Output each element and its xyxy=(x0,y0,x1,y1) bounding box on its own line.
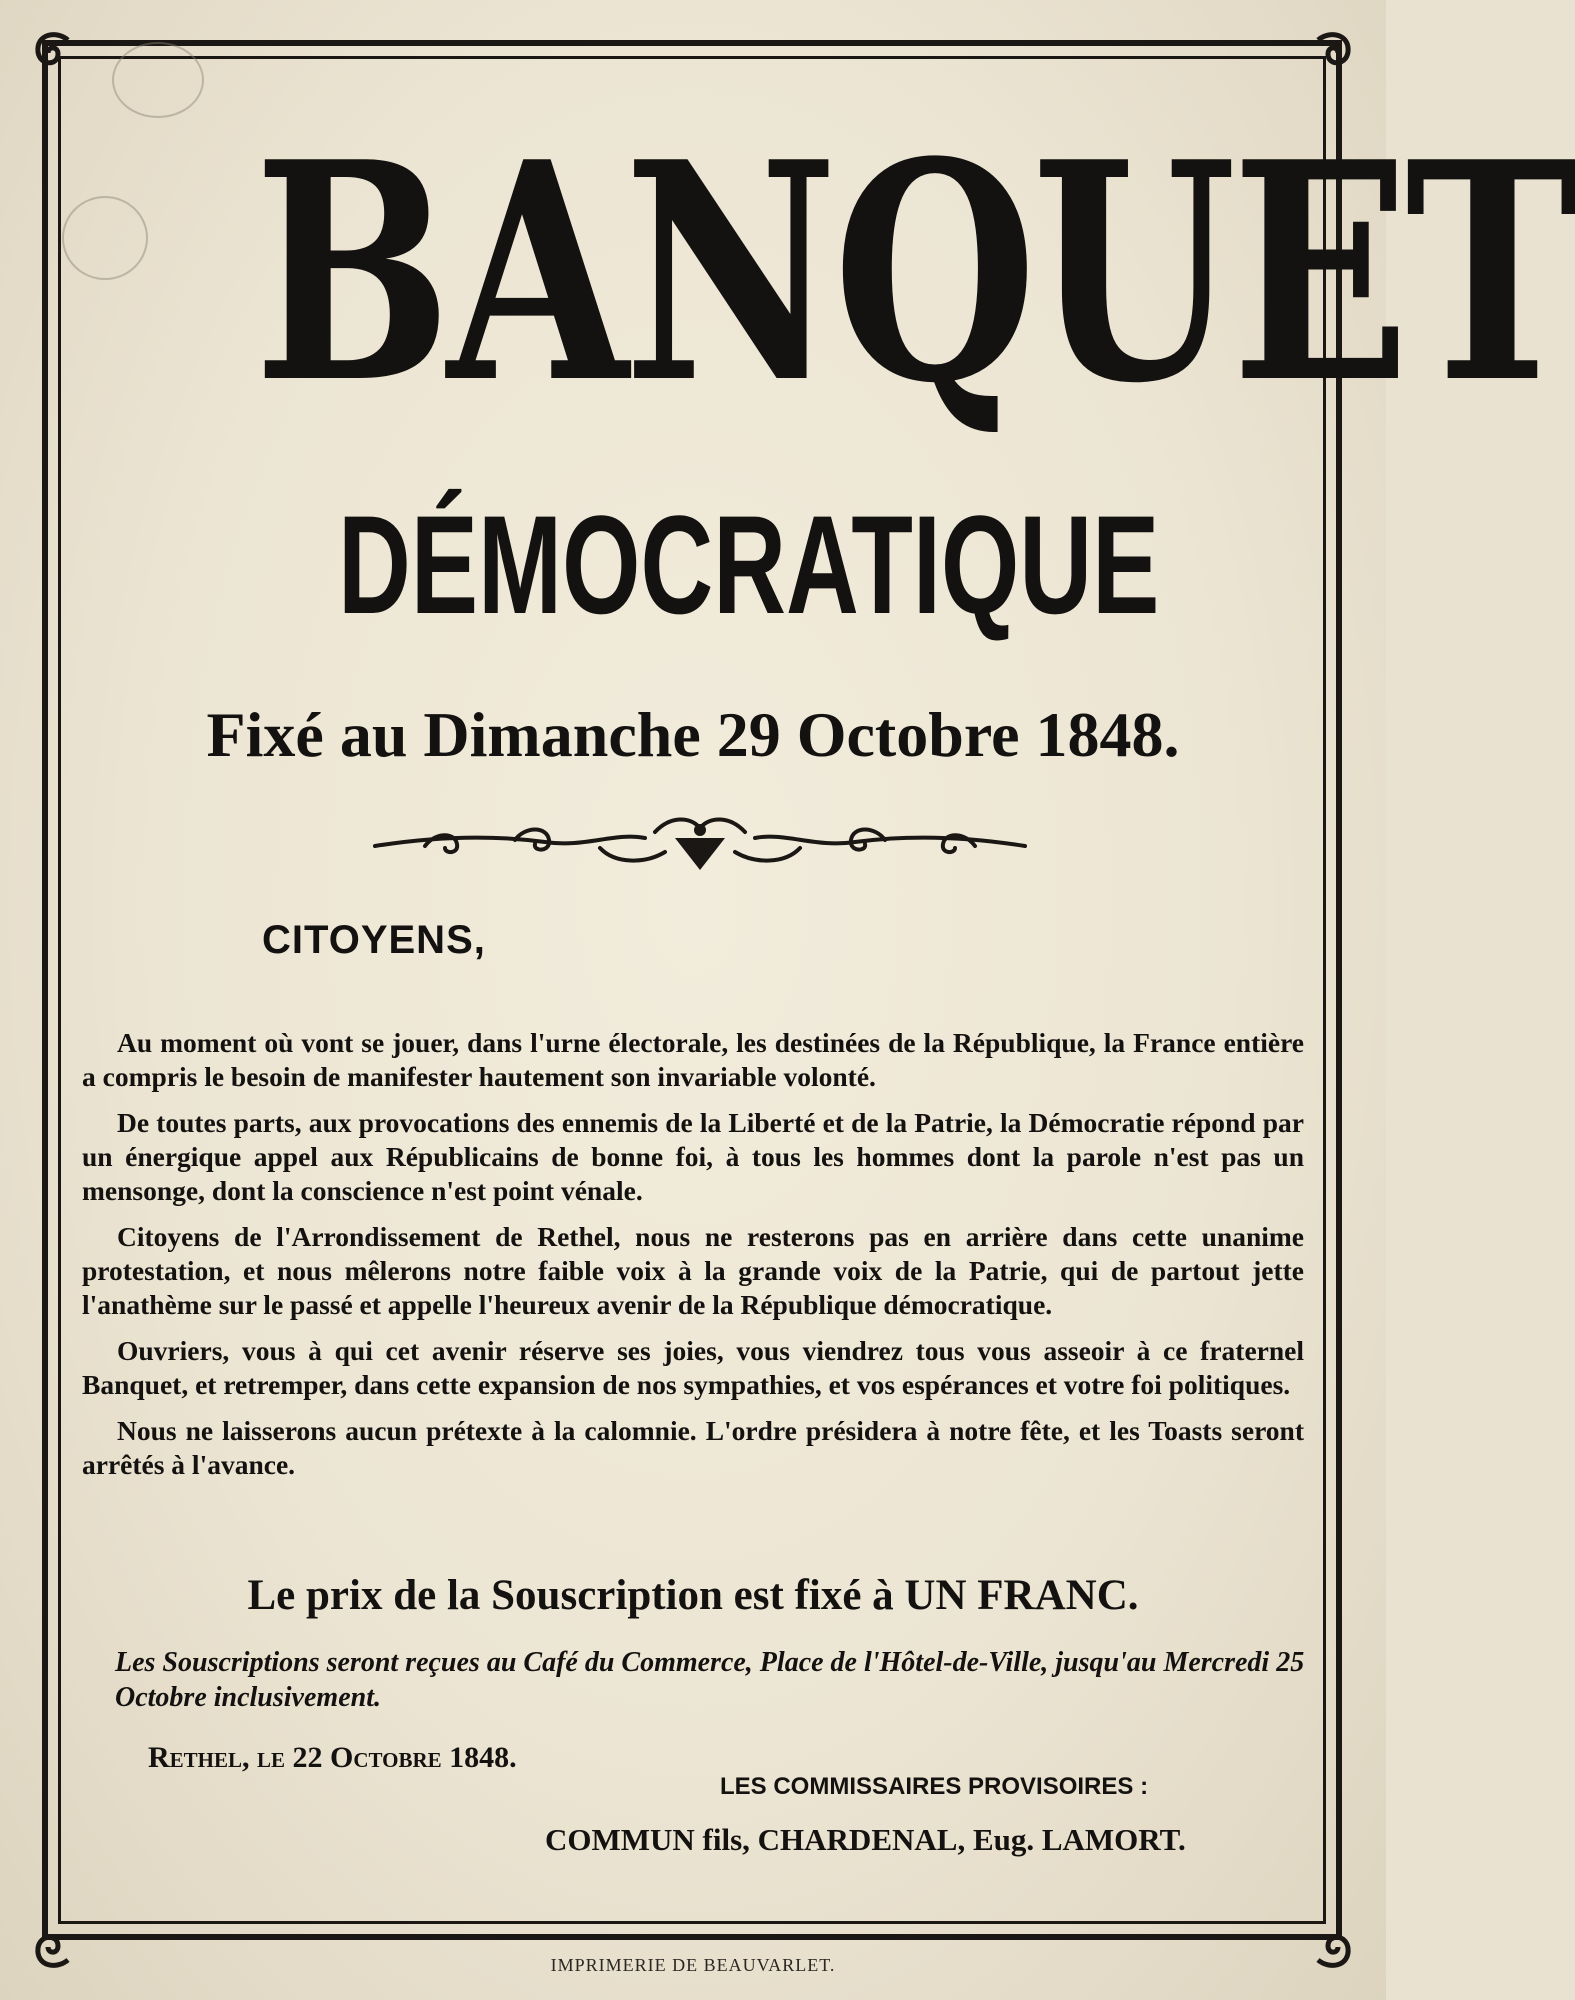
paragraph: De toutes parts, aux provocations des ennemis de la Liberté et de la Patrie, la Démocratie répond par un énergique appel aux Républicains de bonne foi, à tous les hommes dont la parole n'est pas un mensonge, dont la conscience n'est point vénale. xyxy=(82,1107,1304,1206)
paragraph: Ouvriers, vous à qui cet avenir réserve ses joies, vous viendrez tous vous asseoir à ce fraternel Banquet, et retremper, dans cette expansion de nos sympathies, et vos espérances et votre foi politiques. xyxy=(82,1335,1304,1400)
poster-subtitle: DÉMOCRATIQUE xyxy=(338,486,1160,643)
paragraph: Au moment où vont se jouer, dans l'urne électorale, les destinées de la République, la France entière a compris le besoin de manifester hautement son invariable volonté. xyxy=(82,1027,1304,1092)
event-date: Fixé au Dimanche 29 Octobre 1848. xyxy=(206,699,1180,770)
signers-names: COMMUN fils, CHARDENAL, Eug. LAMORT. xyxy=(545,1822,1186,1857)
salutation: CITOYENS, xyxy=(262,918,486,962)
ornament-divider-icon xyxy=(365,808,1035,878)
poster-title: BANQUET xyxy=(253,96,1575,449)
place-and-date: Rethel, le 22 Octobre 1848. xyxy=(148,1741,517,1774)
printer-credit: IMPRIMERIE DE BEAUVARLET. xyxy=(550,1955,836,1975)
subscription-note: Les Souscriptions seront reçues au Café du Commerce, Place de l'Hôtel-de-Ville, jusqu'au Mercredi 25 Octobre inclusivement. xyxy=(115,1647,1305,1713)
paragraph: Citoyens de l'Arrondissement de Rethel, nous ne resterons pas en arrière dans cette unanime protestation, et nous mêlerons notre faible voix à la grande voix de la Patrie, qui de partout jette l'anathème sur le passé et appelle l'heureux avenir de la République démocratique. xyxy=(82,1221,1304,1320)
paragraph: Nous ne laisserons aucun prétexte à la calomnie. L'ordre présidera à notre fête, et les Toasts seront arrêtés à l'avance. xyxy=(82,1415,1304,1480)
proclamation-body xyxy=(82,1026,1304,1494)
subscription-price: Le prix de la Souscription est fixé à UN FRANC. xyxy=(247,1572,1139,1619)
signers-heading: LES COMMISSAIRES PROVISOIRES : xyxy=(720,1773,1149,1800)
